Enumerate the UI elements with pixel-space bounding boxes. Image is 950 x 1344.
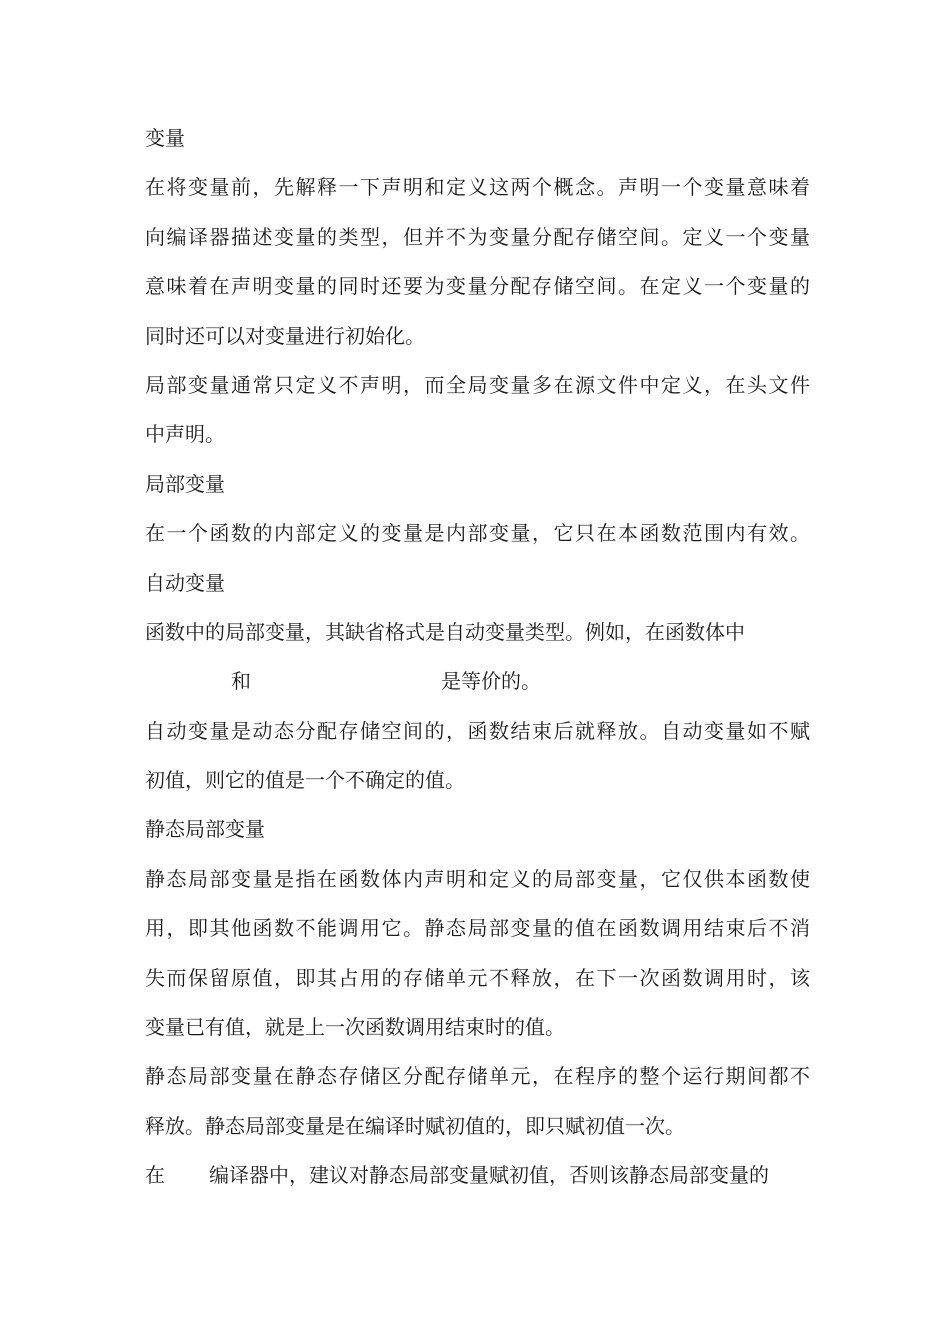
paragraph-line: 局部变量通常只定义不声明，而全局变量多在源文件中定义，在头文件 — [145, 372, 810, 397]
paragraph-line: 在一个函数的内部定义的变量是内部变量，它只在本函数范围内有效。 — [145, 521, 810, 546]
paragraph-line: 同时还可以对变量进行初始化。 — [145, 323, 425, 348]
paragraph-line: 初值，则它的值是一个不确定的值。 — [145, 768, 465, 793]
heading-local-variables: 局部变量 — [145, 471, 225, 496]
example-text-equivalent: 是等价的。 — [441, 669, 541, 694]
last-line — [145, 1151, 810, 1200]
paragraph-line: 函数中的局部变量，其缺省格式是自动变量类型。例如，在函数体中 — [145, 619, 745, 644]
paragraph-line: 失而保留原值，即其占用的存储单元不释放，在下一次函数调用时，该 — [145, 965, 810, 990]
paragraph-line: 中声明。 — [145, 422, 225, 447]
heading-auto-variables: 自动变量 — [145, 570, 225, 595]
heading-variables: 变量 — [145, 126, 185, 150]
example-line — [145, 657, 810, 706]
paragraph-line: 释放。静态局部变量是在编译时赋初值的，即只赋初值一次。 — [145, 1113, 685, 1138]
document-body — [145, 114, 810, 1201]
paragraph-line: 意味着在声明变量的同时还要为变量分配存储空间。在定义一个变量的 — [145, 274, 810, 299]
paragraph-line: 向编译器描述变量的类型，但并不为变量分配存储空间。定义一个变量 — [145, 224, 810, 249]
last-line-text: 编译器中，建议对静态局部变量赋初值，否则该静态局部变量的 — [209, 1163, 769, 1188]
paragraph-line: 静态局部变量在静态存储区分配存储单元，在程序的整个运行期间都不 — [145, 1064, 810, 1089]
example-text-and: 和 — [231, 669, 251, 694]
paragraph-line: 自动变量是动态分配存储空间的，函数结束后就释放。自动变量如不赋 — [145, 718, 810, 743]
last-line-prefix: 在 — [145, 1163, 165, 1188]
heading-static-local-variables: 静态局部变量 — [145, 817, 265, 842]
paragraph-line: 在将变量前，先解释一下声明和定义这两个概念。声明一个变量意味着 — [145, 175, 810, 200]
paragraph-line: 静态局部变量是指在函数体内声明和定义的局部变量，它仅供本函数使 — [145, 866, 810, 891]
paragraph-line: 用，即其他函数不能调用它。静态局部变量的值在函数调用结束后不消 — [145, 916, 810, 941]
paragraph-line: 变量已有值，就是上一次函数调用结束时的值。 — [145, 1015, 565, 1040]
